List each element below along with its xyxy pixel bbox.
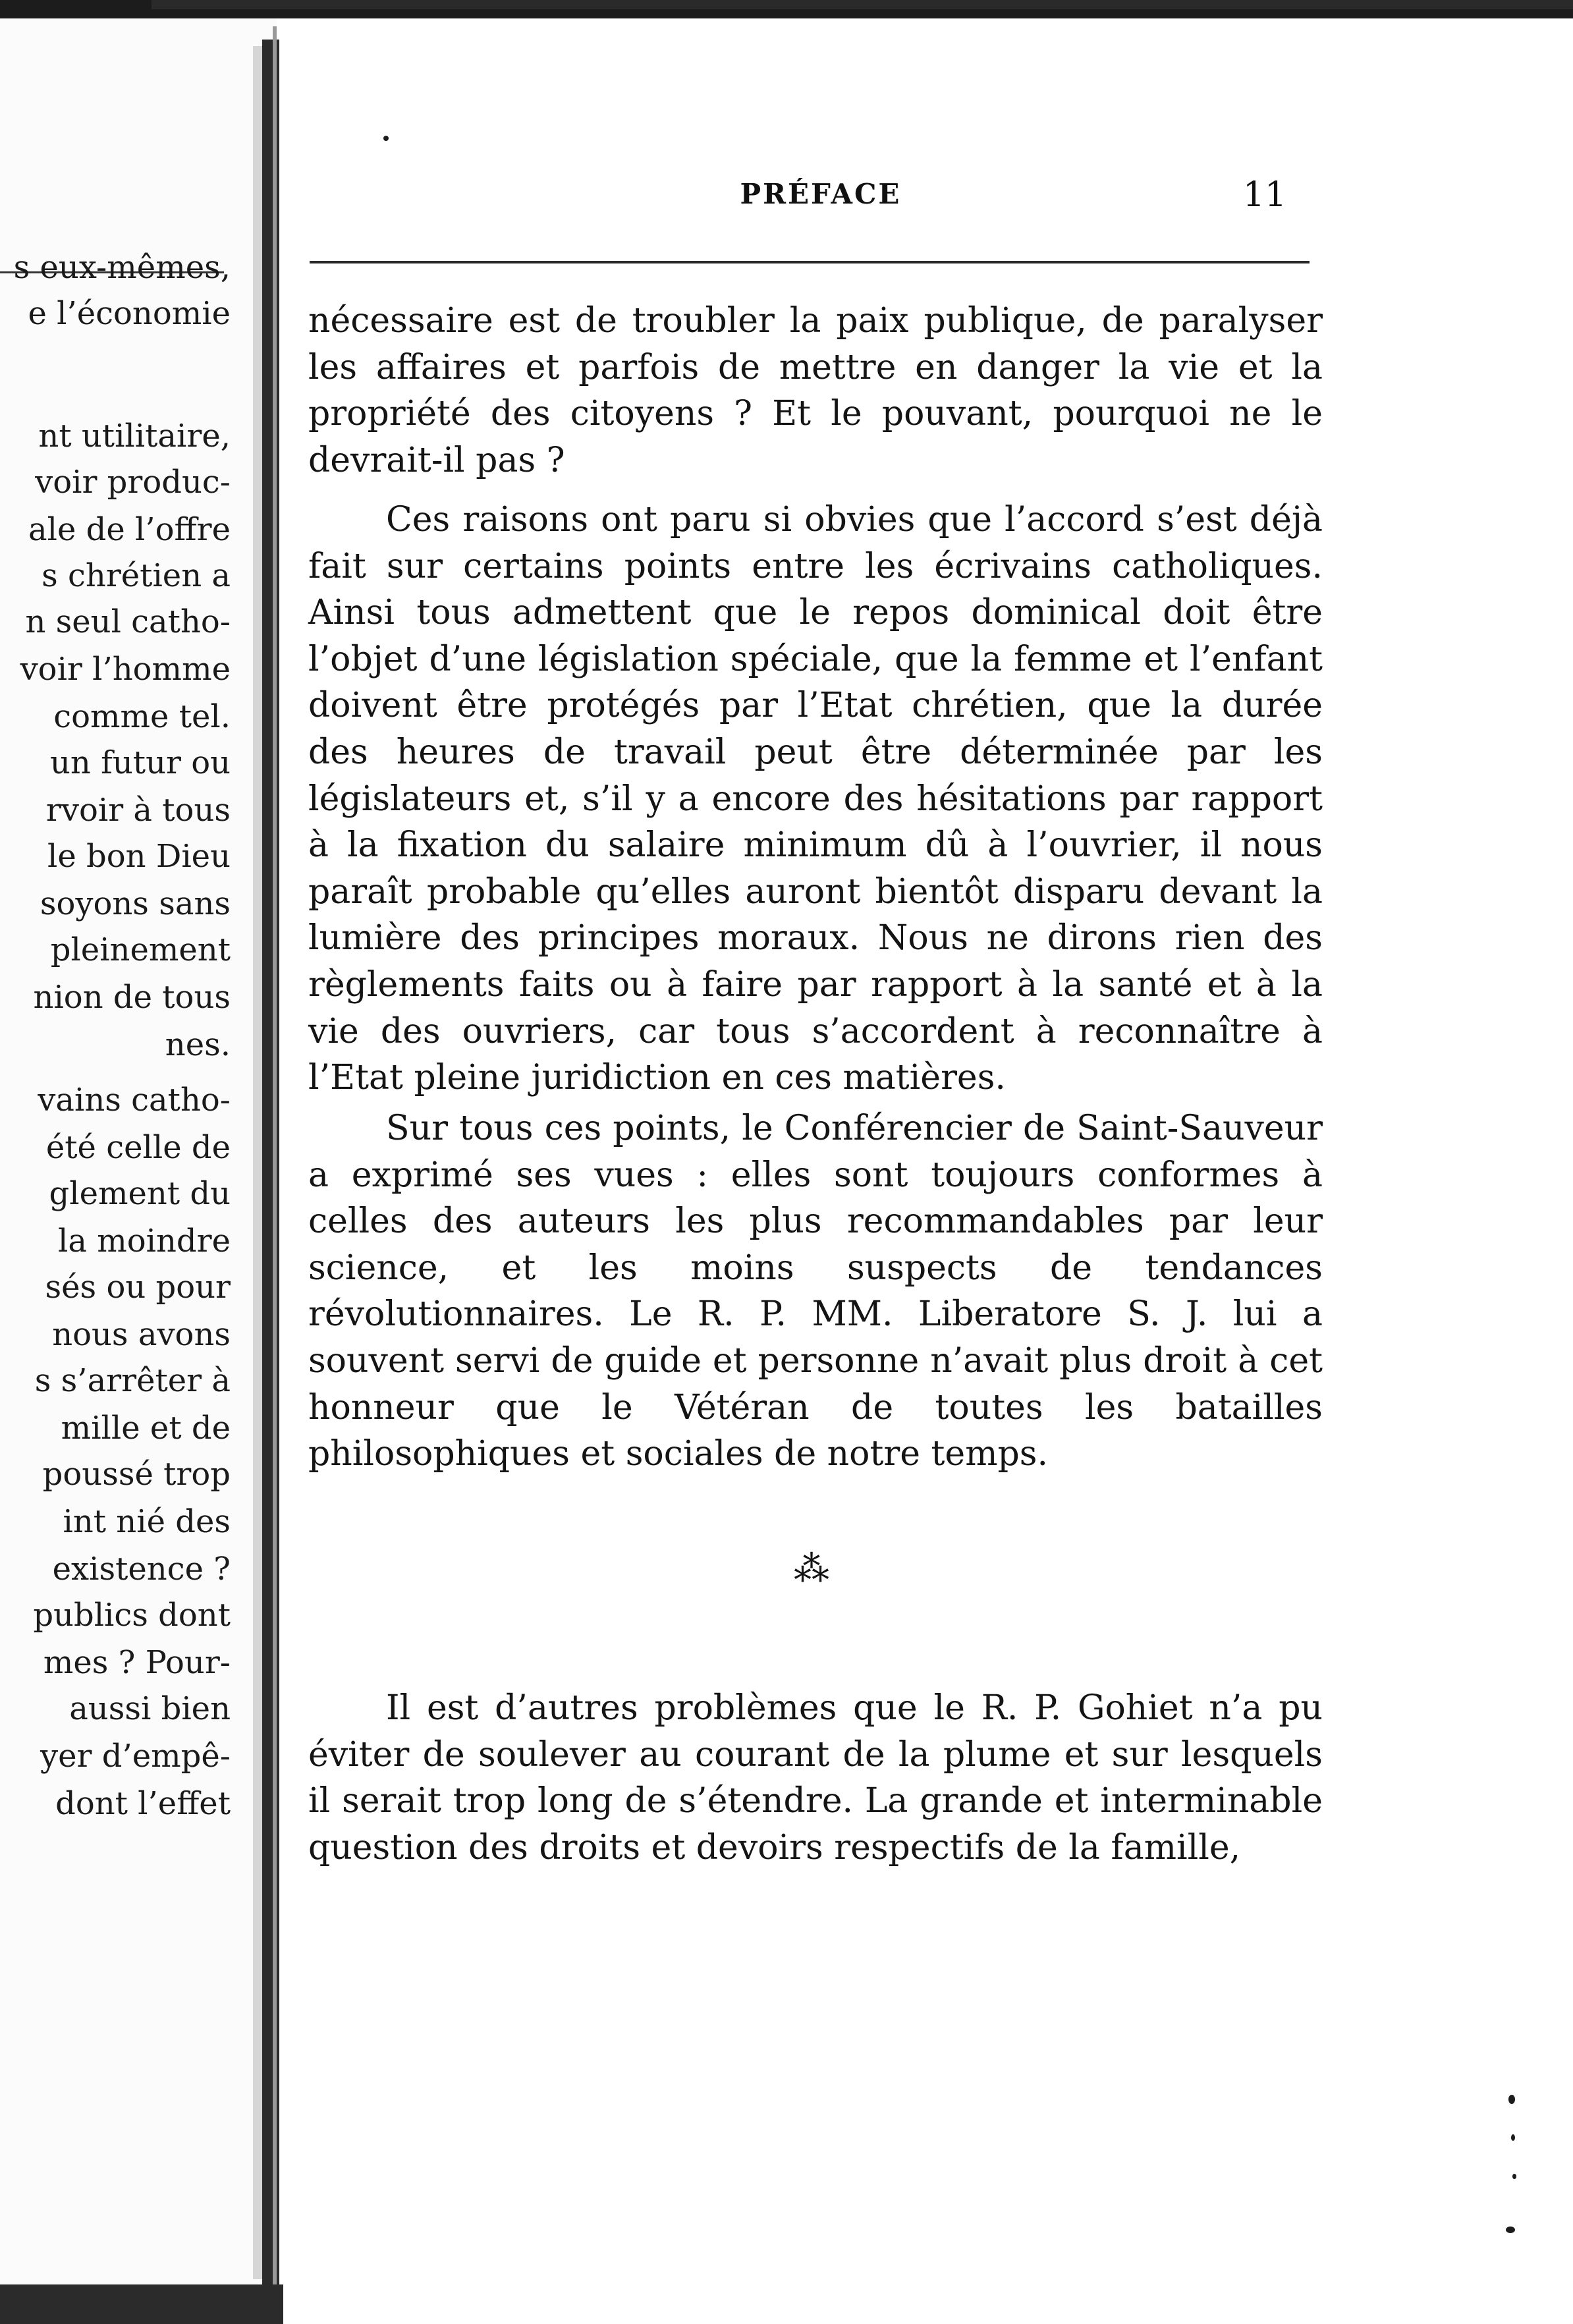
left-page-line: nes. [165, 1026, 231, 1063]
left-page-line: ale de l’offre [28, 511, 231, 548]
left-page-line: s eux-mêmes, [13, 249, 231, 286]
left-page-line: sés ou pour [45, 1269, 231, 1306]
left-page-line: le bon Dieu [47, 838, 231, 875]
left-page-line: mille et de [61, 1410, 231, 1447]
paragraph-text: Il est d’autres problèmes que le R. P. Gohiet n’a pu éviter de soulever au courant de la plume et sur lesquels il serait trop long de s’étendre. La grande et interminable question des droits et devoirs respectifs de la famille, [308, 1688, 1323, 1868]
left-page-line: rvoir à tous [45, 792, 231, 829]
left-page-line: e l’économie [28, 295, 231, 332]
ink-speck [1506, 2227, 1515, 2233]
left-page-line: un futur ou [50, 744, 231, 781]
paragraph-text: nécessaire est de troubler la paix publique, de paralyser les affaires et parfois de mettre en danger la vie et la propriété des citoyens ? Et le pouvant, pourquoi ne le devrait-il pas ? [308, 301, 1323, 480]
left-page-line: glement du [49, 1175, 231, 1212]
book-spine [262, 40, 279, 2292]
left-page [0, 18, 277, 2324]
left-page-line: int nié des [63, 1503, 231, 1540]
header-rule [310, 261, 1310, 263]
paragraph-3 [308, 1105, 1323, 1478]
ink-speck [1511, 2134, 1515, 2141]
left-page-line: nion de tous [33, 979, 231, 1016]
paragraph-1 [308, 298, 1323, 484]
left-page-line: existence ? [52, 1551, 231, 1588]
page-number: 11 [1242, 175, 1287, 215]
paragraph-text: Sur tous ces points, le Conférencier de Saint-Sauveur a exprimé ses vues : elles sont toujours conformes à celles des auteurs les plus recommandables par leur science, et les moins suspects de tendances révolutionnaires. Le R. P. MM. Liberatore S. J. lui a souvent servi de guide et personne n’avait plus droit à cet honneur que le Vétéran de toutes les batailles philosophiques et sociales de notre temps. [308, 1109, 1323, 1474]
left-page-line: poussé trop [42, 1456, 231, 1493]
left-page-line: la moindre [58, 1223, 231, 1259]
section-asterism: ⁂ [794, 1548, 829, 1590]
gutter-edge [273, 26, 277, 2286]
left-page-line: yer d’empê- [40, 1738, 231, 1775]
ink-speck [1508, 2095, 1515, 2104]
left-page-line: voir produc- [35, 464, 231, 501]
left-page-line: pleinement [50, 931, 231, 968]
paragraph-2 [308, 497, 1323, 1101]
left-page-line: n seul catho- [25, 603, 231, 640]
running-head: PRÉFACE [740, 178, 902, 210]
ink-speck [1512, 2174, 1516, 2179]
ink-speck [383, 136, 389, 141]
left-page-line: publics dont [33, 1597, 231, 1634]
left-page-line: aussi bien [69, 1690, 231, 1727]
paragraph-text: Ces raisons ont paru si obvies que l’accord s’est déjà fait sur certains points entre les écrivains catholiques. Ainsi tous admettent que le repos dominical doit être l’objet d’une législation spéciale, que la femme et l’enfant doivent être protégés par l’Etat chrétien, que la durée des heures de travail peut être déterminée par les législateurs et, s’il y a encore des hésitations par rapport à la fixation du salaire minimum dû à l’ouvrier, il nous paraît probable qu’elles auront bientôt disparu devant la lumière des principes moraux. Nous ne dirons rien des règlements faits ou à faire par rapport à la santé et à la vie des ouvriers, car tous s’accordent à reconnaître à l’Etat pleine juridiction en ces matières. [308, 500, 1323, 1098]
left-page-line: soyons sans [40, 885, 231, 922]
left-page-line: voir l’homme [20, 651, 231, 688]
left-page-line: nous avons [52, 1316, 231, 1353]
left-page-line: vains catho- [38, 1082, 231, 1119]
scan-top-border-shadow [152, 0, 1573, 9]
left-page-line: nt utilitaire, [38, 418, 231, 455]
left-page-line: mes ? Pour- [43, 1644, 231, 1681]
left-page-line: été celle de [45, 1129, 231, 1166]
left-page-line: s chrétien a [41, 557, 231, 594]
left-page-line: comme tel. [53, 698, 231, 735]
scan-bottom-border [0, 2284, 283, 2324]
left-page-line: s s’arrêter à [34, 1362, 231, 1399]
paragraph-4 [308, 1685, 1323, 1871]
left-page-line: dont l’effet [55, 1785, 231, 1822]
